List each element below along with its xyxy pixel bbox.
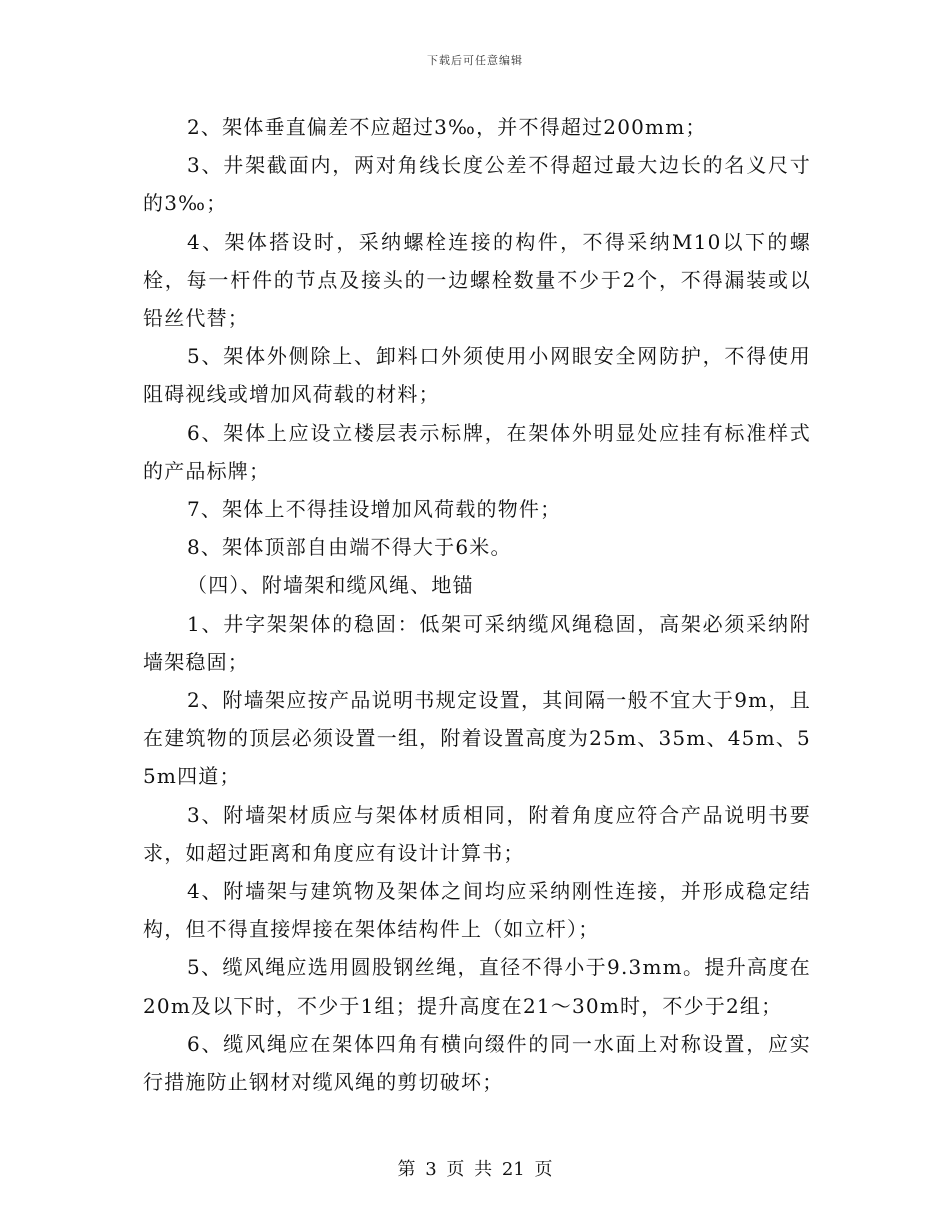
paragraph-item-5: 5、架体外侧除上、卸料口外须使用小网眼安全网防护，不得使用阻碍视线或增加风荷载的材料； [143, 344, 811, 407]
paragraph-item-2b: 2、附墙架应按产品说明书规定设置，其间隔一般不宜大于9m，且在建筑物的顶层必须设置一组，附着设置高度为25m、35m、45m、55m四道； [143, 688, 811, 789]
paragraph-item-5b: 5、缆风绳应选用圆股钢丝绳，直径不得小于9.3mm。提升高度在20m及以下时，不少于1组；提升高度在21～30m时，不少于2组； [143, 955, 811, 1018]
paragraph-item-2: 2、架体垂直偏差不应超过3‰，并不得超过200mm； [187, 115, 707, 139]
paragraph-item-1: 1、井字架架体的稳固：低架可采纳缆风绳稳固，高架必须采纳附墙架稳固； [143, 611, 811, 674]
paragraph-item-3b: 3、附墙架材质应与架体材质相同，附着角度应符合产品说明书要求，如超过距离和角度应有设计计算书； [143, 802, 811, 865]
paragraph-item-7: 7、架体上不得挂设增加风荷载的物件； [187, 497, 562, 522]
paragraph-item-4: 4、架体搭设时，采纳螺栓连接的构件，不得采纳M10以下的螺栓，每一杆件的节点及接头的一边螺栓数量不少于2个，不得漏装或以铅丝代替； [143, 229, 811, 331]
paragraph-item-6: 6、架体上应设立楼层表示标牌，在架体外明显处应挂有标准样式的产品标牌； [143, 420, 811, 483]
paragraph-item-4b: 4、附墙架与建筑物及架体之间均应采纳刚性连接，并形成稳定结构，但不得直接焊接在架体结构件上（如立杆）； [143, 879, 811, 942]
page-header: 下载后可任意编辑 [427, 54, 523, 67]
paragraph-item-6b: 6、缆风绳应在架体四角有横向缀件的同一水面上对称设置，应实行措施防止钢材对缆风绳的剪切破坏； [143, 1031, 811, 1095]
document-body [143, 108, 811, 1101]
section-heading: （四）、附墙架和缆风绳、地锚 [187, 573, 474, 598]
page-number: 第 3 页 共 21 页 [397, 1159, 553, 1180]
paragraph-item-8: 8、架体顶部自由端不得大于6米。 [187, 535, 512, 560]
paragraph-item-3: 3、井架截面内，两对角线长度公差不得超过最大边长的名义尺寸的3‰； [143, 153, 811, 216]
